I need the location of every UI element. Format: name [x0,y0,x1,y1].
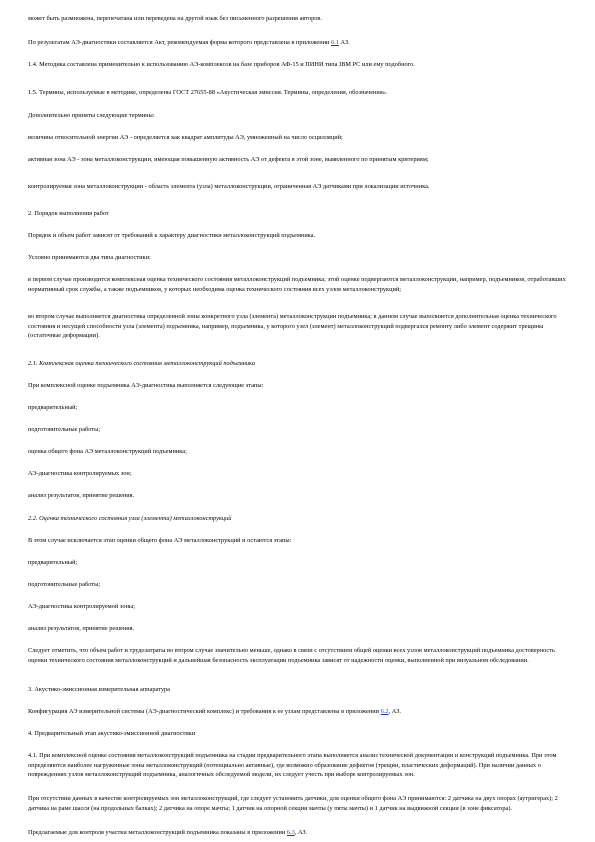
paragraph: При комплексной оценке подъемника АЭ-диагностика выполняется следующие этапы: [28,382,264,389]
list-item: анализ результатов, принятие решения. [28,492,135,499]
list-item: АЭ-диагностика контролируемой зоны; [28,603,135,610]
paragraph: может быть размножена, перепечатана или переведена на другой язык без письменного разрешения авторов. [28,15,323,22]
section-heading: 4. Предварительный этап акустико-эмиссионной диагностики [28,730,196,737]
paragraph-text: По результатам АЭ-диагностики составляется Акт, рекомендуемая форма которого представлена в приложении [28,39,331,46]
paragraph: Следует отметить, что объем работ и трудозатраты во втором случае значительно меньше, однако в связи с отсутствием общей оценки всех узлов металлоконструкций подъемника достоверность оценки технического состояния металлоконструкций и дальнейшая безопасность эксплуатации подъемника зависят от надежности оценки, выполненной при визуальном обследовании. [28,647,555,664]
paragraph: 1.5. Термины, используемые в методике, определены ГОСТ 27655-88 «Акустическая эмиссия. Термины, определения, обозначения». [28,89,388,96]
paragraph: Дополнительно приняты следующие термины: [28,112,155,119]
paragraph: активная зона АЭ - зона металлоконструкции, имеющая повышенную активность АЭ от дефекта в этой зоне, выявленного по принятым критериям; [28,156,429,163]
section-heading: 2. Порядок выполнения работ [28,210,109,217]
paragraph: Порядок и объем работ зависят от требований к характеру диагностики металлоконструкций подъемника. [28,232,316,239]
paragraph [28,707,566,717]
paragraph [28,38,566,48]
appendix-link[interactable]: 6.2 [380,708,389,715]
list-item: анализ результатов, принятие решения. [28,625,135,632]
paragraph: 1.4. Методика составлена применительно к использованию АЭ-комплексов на базе приборов АФ-15 и ПИНИ типа IBM PC или ему подобного. [28,61,415,68]
list-item: подготовительные работы; [28,581,101,588]
paragraph: 4.1. При комплексной оценке состояния металлоконструкций подъемника на стадии предварительного этапа выполняется анализ технической документации и конструкций подъемника. При этом определяются наиболее нагруженные зоны металлоконструкций (потенциально активные), где возможно образование дефектов (трещин, пластических деформаций). При наличии данных о повреждениях узлов металлоконструкций подъемника, аналогичных обследуемой модели, их следует учесть при выборе контролируемых зон. [28,752,557,779]
list-item: АЭ-диагностика контролируемых зон; [28,470,132,477]
paragraph: величина относительной энергии АЭ - определяется как квадрат амплитуды АЭ, умноженный на число осцилляций; [28,134,343,141]
subsection-heading: 2.2. Оценка технического состояния узла (элемента) металлоконструкций [28,515,232,522]
list-item: оценка общего фона АЭ металлоконструкций подъемника; [28,448,187,455]
paragraph-text: Предлагаемые для контроля участки металлоконструкций подъемника показаны в приложении [28,829,287,836]
paragraph: При отсутствии данных в качестве контролируемых зон металлоконструкций, где следует установить датчики, для оценки общего фона АЭ принимаются: 2 датчика на двух опорах (аутригерах); 2 датчика на раме шасси (на продольных балках); 2 датчика на опоре мачты; 1 датчик на опорной секции мачты (у пяты мачты) и 1 датчик на выдвижной секции (в зоне фиксатора). [28,795,558,812]
paragraph: в первом случае производится комплексная оценка технического состояния металлоконструкций подъемника; этой оценке подвергаются металлоконструкции, например, подъемников, отработавших нормативный срок службы, а также подъемников, у которых необходима оценка технического состояния всех узлов металлоконструкций; [28,276,566,293]
appendix-link[interactable]: 6.3 [286,829,295,836]
list-item: подготовительные работы; [28,426,101,433]
list-item: предварительный; [28,404,78,411]
paragraph-text: АЗ. [338,39,350,46]
section-heading: 3. Акустико-эмиссионная измерительная аппаратура [28,686,170,693]
paragraph: В этом случае исключается этап оценки общего фона АЭ металлоконструкций и остаются этапы: [28,537,292,544]
paragraph-text: , АЗ. [294,829,308,836]
paragraph [28,828,566,838]
subsection-heading: 2.1. Комплексная оценка технического состояния металлоконструкций подъемника [28,360,255,367]
appendix-link[interactable]: 6.1 [331,39,339,46]
list-item: предварительный; [28,559,78,566]
paragraph: Условно принимаются два типа диагностики: [28,254,151,261]
paragraph: во втором случае выполняется диагностика определенной зоны конкретного узла (элемента) металлоконструкции подъемника; в данном случае выполняется дополнительная оценка технического состояния и несущей способности узла (элемента) подъемника, например, подъемника, у которого узел (элемент) металлоконструкций подвергался ремонту либо элемент содержит трещины (остаточные деформации). [28,313,557,340]
paragraph-text: Конфигурация АЭ измерительной системы (АЭ-диагностический комплекс) и требования к ее узлам представлены в приложении [28,708,381,715]
paragraph: контролируемая зона металлоконструкции - область элемента (узла) металлоконструкции, ограниченная АЭ датчиками при локализации источника. [28,183,430,190]
paragraph-text: , АЗ. [388,708,401,715]
